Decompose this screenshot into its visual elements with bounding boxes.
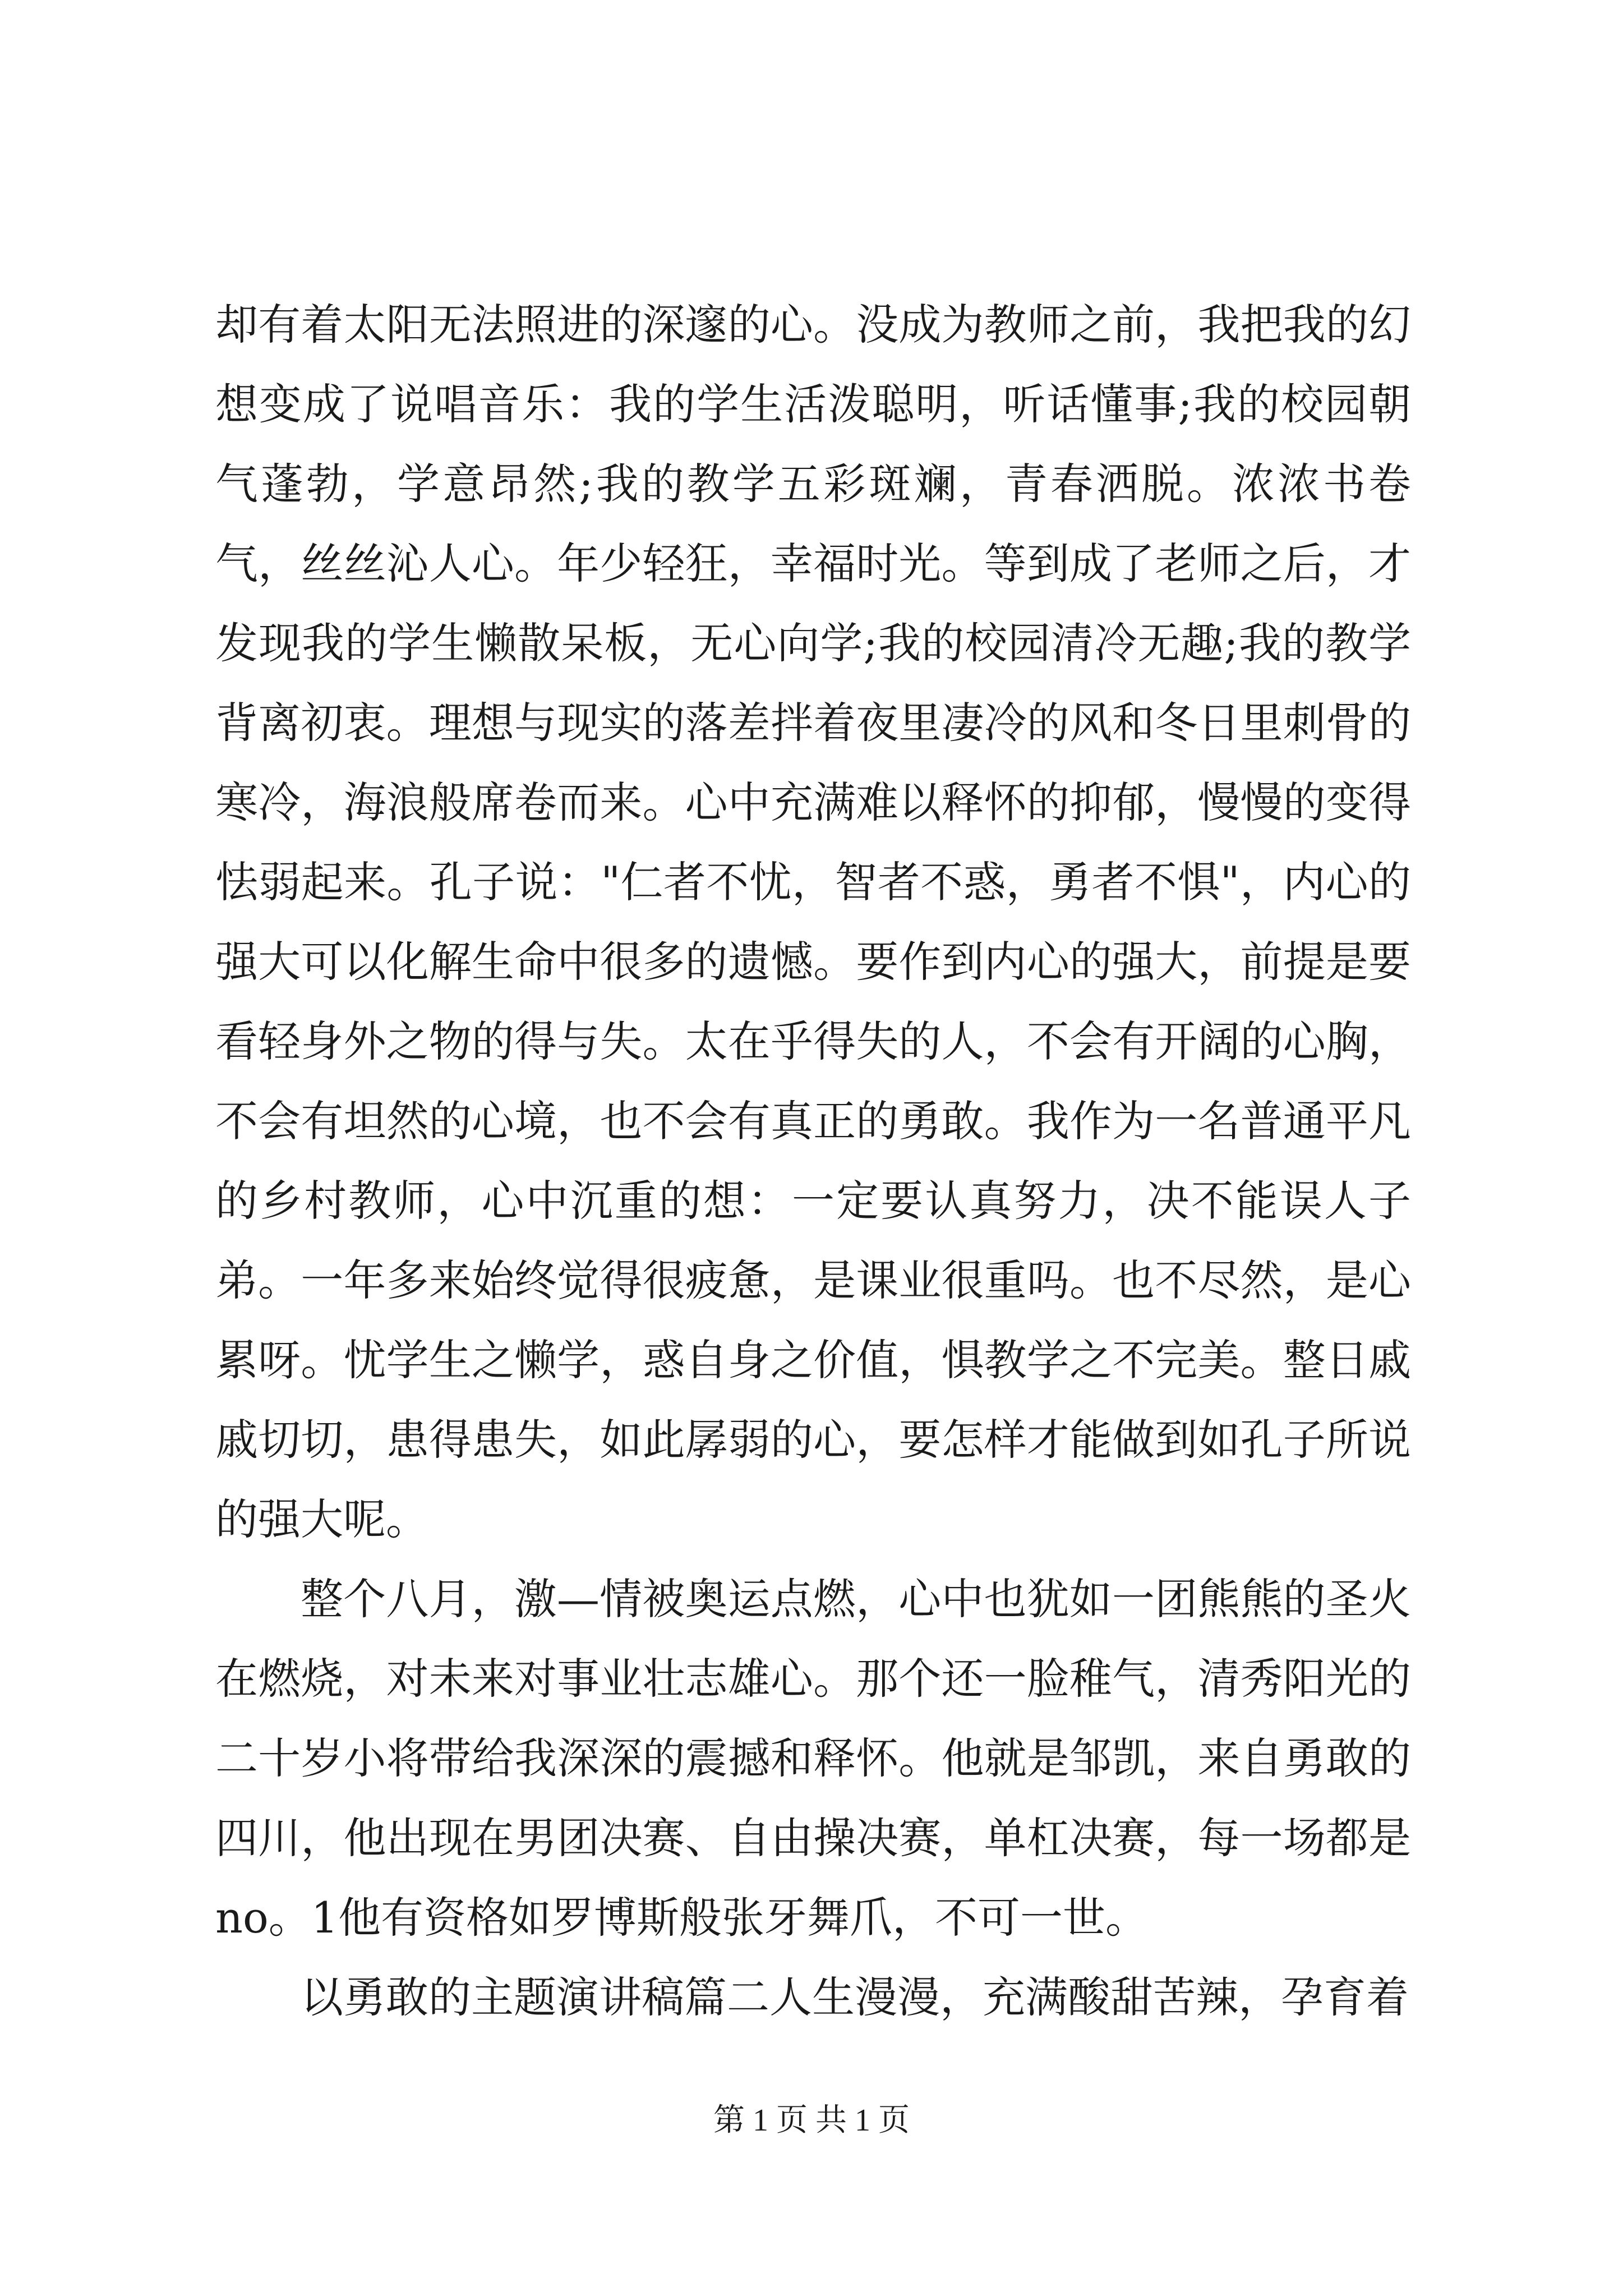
page-footer: 第 1 页 共 1 页	[713, 2103, 910, 2138]
document-body	[215, 285, 1411, 2037]
paragraph-2: 整个八月，激—情被奥运点燃，心中也犹如一团熊熊的圣火在燃烧，对未来对事业壮志雄心。那个还一脸稚气，清秀阳光的二十岁小将带给我深深的震撼和释怀。他就是邹凯，来自勇敢的四川，他出现在男团决赛、自由操决赛，单杠决赛，每一场都是no。1他有资格如罗博斯般张牙舞爪，不可一世。	[215, 1574, 1411, 1943]
paragraph-1: 却有着太阳无法照进的深邃的心。没成为教师之前，我把我的幻想变成了说唱音乐：我的学生活泼聪明，听话懂事;我的校园朝气蓬勃，学意昂然;我的教学五彩斑斓，青春洒脱。浓浓书卷气，丝丝沁人心。年少轻狂，幸福时光。等到成了老师之后，才发现我的学生懒散呆板，无心向学;我的校园清冷无趣;我的教学背离初衷。理想与现实的落差拌着夜里凄冷的风和冬日里刺骨的寒冷，海浪般席卷而来。心中充满难以释怀的抑郁，慢慢的变得怯弱起来。孔子说："仁者不忧，智者不惑，勇者不惧"，内心的强大可以化解生命中很多的遗憾。要作到内心的强大，前提是要看轻身外之物的得与失。太在乎得失的人，不会有开阔的心胸，不会有坦然的心境，也不会有真正的勇敢。我作为一名普通平凡的乡村教师，心中沉重的想：一定要认真努力，决不能误人子弟。一年多来始终觉得很疲惫，是课业很重吗。也不尽然，是心累呀。忧学生之懒学，惑自身之价值，惧教学之不完美。整日戚戚切切，患得患失，如此孱弱的心，要怎样才能做到如孔子所说的强大呢。	[215, 300, 1411, 1544]
paragraph-3: 以勇敢的主题演讲稿篇二人生漫漫，充满酸甜苦辣，孕育着	[301, 1972, 1409, 2022]
